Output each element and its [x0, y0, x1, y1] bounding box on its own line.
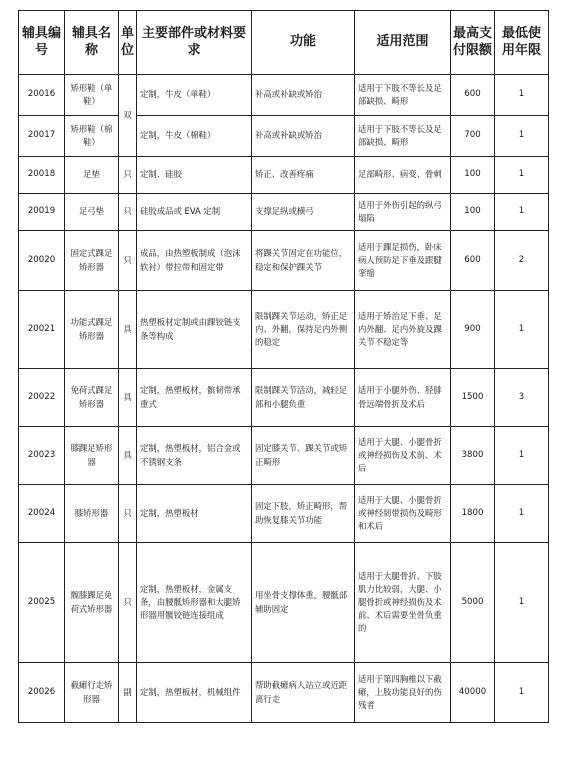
name-cell: 膝踝足矫形器 [65, 427, 119, 485]
table-row [19, 231, 549, 291]
code-cell: 20016 [19, 75, 65, 116]
assistive-device-table-page [18, 10, 548, 723]
min-years-cell: 1 [495, 116, 549, 157]
min-years-cell: 1 [495, 427, 549, 485]
max-pay-cell: 100 [451, 157, 495, 194]
table-row [19, 543, 549, 663]
function-cell: 矫正、改善疼痛 [252, 157, 355, 194]
name-cell: 膝矫形器 [65, 485, 119, 543]
function-cell: 限制踝关节运动，矫正足内、外翻，保持足内外侧的稳定 [252, 291, 355, 369]
function-cell: 补高或补缺或矫治 [252, 75, 355, 116]
unit-cell: 具 [119, 427, 137, 485]
name-cell: 功能式踝足矫形器 [65, 291, 119, 369]
unit-cell: 具 [119, 369, 137, 427]
material-cell: 定制，热塑板材，机械组件 [137, 663, 252, 723]
code-cell: 20023 [19, 427, 65, 485]
function-cell: 固定下肢，矫正畸形，帮助恢复膝关节功能 [252, 485, 355, 543]
material-cell: 定制、硅胶 [137, 157, 252, 194]
material-cell: 热塑板材定制或由踝铰链支条等构成 [137, 291, 252, 369]
scope-cell: 适用于大腿骨折、下肢肌力比较弱，大腿、小腿骨折或神经损伤及术前、术后需要坐骨负重的 [355, 543, 451, 663]
function-cell: 将踝关节固定在功能位，稳定和保护踝关节 [252, 231, 355, 291]
name-cell: 矫形鞋（单鞋） [65, 75, 119, 116]
max-pay-cell: 1800 [451, 485, 495, 543]
header-code: 辅具编号 [19, 11, 65, 75]
material-cell: 定制，热塑板材，髌韧带承重式 [137, 369, 252, 427]
code-cell: 20026 [19, 663, 65, 723]
scope-cell: 适用于矫治足下垂、足内外翻、足内外旋及踝关节不稳定等 [355, 291, 451, 369]
material-cell: 定制，热塑板材，金属支条，由腰骶矫形器和大腿矫形器用髋铰链连接组成 [137, 543, 252, 663]
min-years-cell: 1 [495, 663, 549, 723]
min-years-cell: 1 [495, 485, 549, 543]
unit-cell: 只 [119, 231, 137, 291]
min-years-cell: 1 [495, 291, 549, 369]
name-cell: 固定式踝足矫形器 [65, 231, 119, 291]
scope-cell: 适用于外伤引起的纵弓塌陷 [355, 194, 451, 231]
min-years-cell: 2 [495, 231, 549, 291]
min-years-cell: 1 [495, 75, 549, 116]
code-cell: 20024 [19, 485, 65, 543]
unit-cell: 具 [119, 291, 137, 369]
function-cell: 补高或补缺或矫治 [252, 116, 355, 157]
name-cell: 足垫 [65, 157, 119, 194]
max-pay-cell: 700 [451, 116, 495, 157]
material-cell: 定制，牛皮（单鞋） [137, 75, 252, 116]
table-row [19, 157, 549, 194]
header-material: 主要部件或材料要求 [137, 11, 252, 75]
name-cell: 免荷式踝足矫形器 [65, 369, 119, 427]
max-pay-cell: 900 [451, 291, 495, 369]
scope-cell: 适用于踝足损伤，卧床病人预防足下垂及跟腱挛缩 [355, 231, 451, 291]
unit-cell: 双 [119, 75, 137, 157]
max-pay-cell: 600 [451, 231, 495, 291]
assistive-device-table [18, 10, 549, 723]
material-cell: 硅胶成品或 EVA 定制 [137, 194, 252, 231]
table-row [19, 194, 549, 231]
function-cell: 固定膝关节、踝关节或矫正畸形 [252, 427, 355, 485]
table-header-row [19, 11, 549, 75]
function-cell: 限制踝关节活动，减轻足部和小腿负重 [252, 369, 355, 427]
scope-cell: 适用于大腿、小腿骨折或神经损伤及术前、术后 [355, 427, 451, 485]
min-years-cell: 1 [495, 543, 549, 663]
table-row [19, 291, 549, 369]
scope-cell: 适用于下肢不等长及足部缺损、畸形 [355, 75, 451, 116]
min-years-cell: 3 [495, 369, 549, 427]
material-cell: 定制，牛皮（棉鞋） [137, 116, 252, 157]
header-function: 功能 [252, 11, 355, 75]
max-pay-cell: 600 [451, 75, 495, 116]
function-cell: 帮助截瘫病人站立或近距离行走 [252, 663, 355, 723]
table-row [19, 369, 549, 427]
unit-cell: 副 [119, 663, 137, 723]
code-cell: 20020 [19, 231, 65, 291]
name-cell: 足弓垫 [65, 194, 119, 231]
max-pay-cell: 1500 [451, 369, 495, 427]
min-years-cell: 1 [495, 194, 549, 231]
function-cell: 支撑足纵或横弓 [252, 194, 355, 231]
name-cell: 截瘫行走矫形器 [65, 663, 119, 723]
table-row [19, 663, 549, 723]
header-scope: 适用范围 [355, 11, 451, 75]
name-cell: 矫形鞋（棉鞋） [65, 116, 119, 157]
material-cell: 定制，热塑板材 [137, 485, 252, 543]
unit-cell: 只 [119, 543, 137, 663]
header-name: 辅具名称 [65, 11, 119, 75]
unit-cell: 只 [119, 485, 137, 543]
material-cell: 成品，由热塑板制成（泡沫软衬）带拉带和固定带 [137, 231, 252, 291]
code-cell: 20025 [19, 543, 65, 663]
table-row [19, 75, 549, 116]
name-cell: 髋膝踝足免荷式矫形器 [65, 543, 119, 663]
function-cell: 用坐骨支撑体重，腰骶部辅助固定 [252, 543, 355, 663]
header-min-years: 最低使用年限 [495, 11, 549, 75]
code-cell: 20021 [19, 291, 65, 369]
scope-cell: 适用于小腿外伤、胫腓骨远端骨折及术后 [355, 369, 451, 427]
scope-cell: 适用于下肢不等长及足部缺损、畸形 [355, 116, 451, 157]
max-pay-cell: 100 [451, 194, 495, 231]
min-years-cell: 1 [495, 157, 549, 194]
code-cell: 20019 [19, 194, 65, 231]
code-cell: 20017 [19, 116, 65, 157]
table-row [19, 427, 549, 485]
max-pay-cell: 40000 [451, 663, 495, 723]
scope-cell: 适用于大腿、小腿骨折或神经韧带损伤及畸形和术后 [355, 485, 451, 543]
unit-cell: 只 [119, 194, 137, 231]
header-unit: 单位 [119, 11, 137, 75]
material-cell: 定制，热塑板材，铝合金或不锈钢支条 [137, 427, 252, 485]
code-cell: 20022 [19, 369, 65, 427]
max-pay-cell: 3800 [451, 427, 495, 485]
max-pay-cell: 5000 [451, 543, 495, 663]
scope-cell: 足部畸形、病变、骨刺 [355, 157, 451, 194]
code-cell: 20018 [19, 157, 65, 194]
table-row [19, 116, 549, 157]
unit-cell: 只 [119, 157, 137, 194]
scope-cell: 适用于第四胸椎以下截瘫，上肢功能良好的伤残者 [355, 663, 451, 723]
header-max-pay: 最高支付限额 [451, 11, 495, 75]
table-row [19, 485, 549, 543]
